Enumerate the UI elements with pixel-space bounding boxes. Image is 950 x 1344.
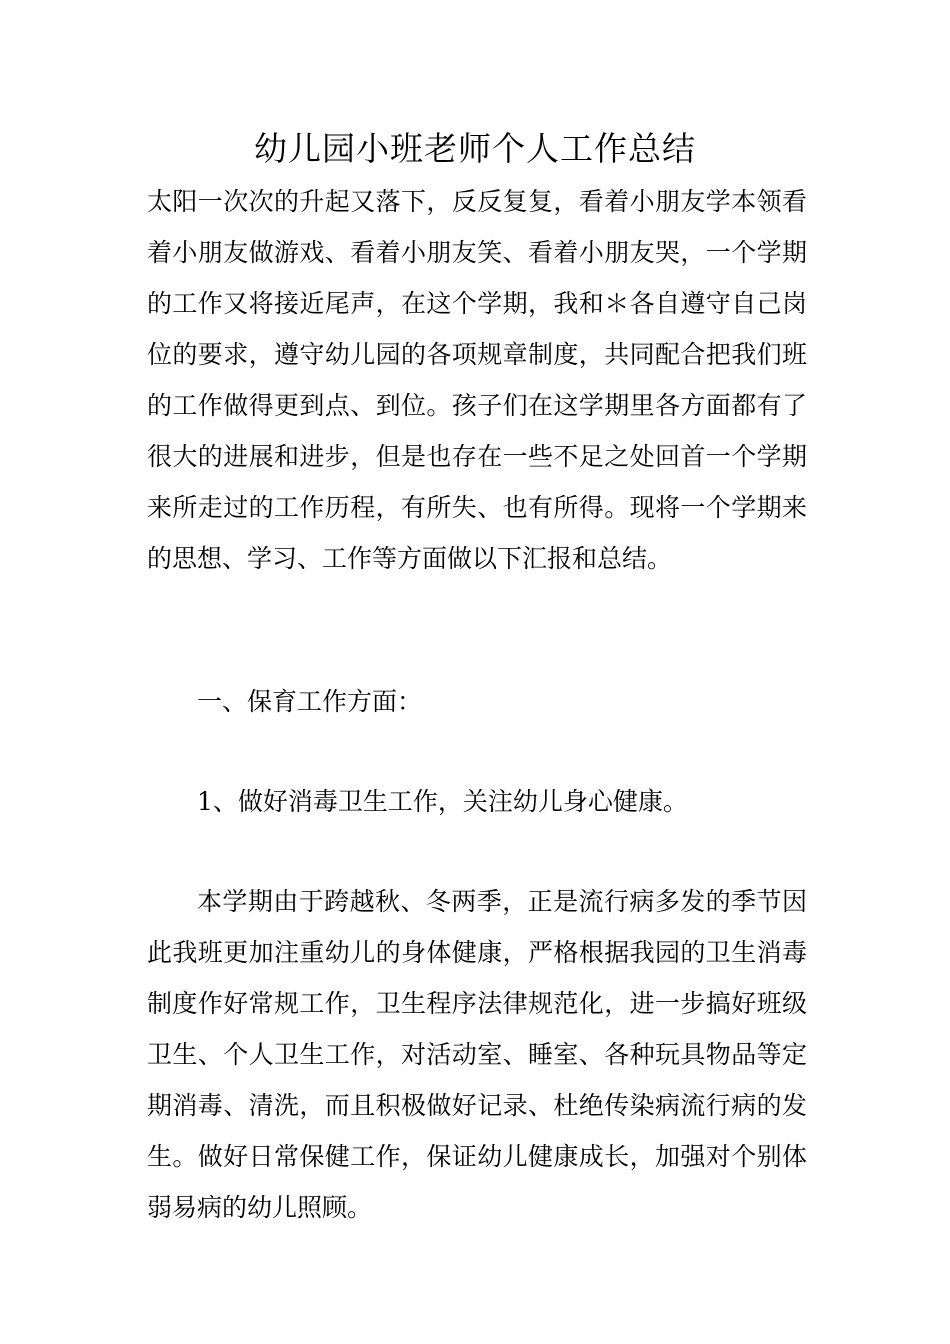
intro-paragraph: 太阳一次次的升起又落下，反反复复，看着小朋友学本领看着小朋友做游戏、看着小朋友笑、看着小朋友哭，一个学期的工作又将接近尾声，在这个学期，我和＊各自遵守自己岗位的要求，遵守幼儿园的各项规章制度，共同配合把我们班的工作做得更到点、到位。孩子们在这学期里各方面都有了很大的进展和进步，但是也存在一些不足之处回首一个学期来所走过的工作历程，有所失、也有所得。现将一个学期来的思想、学习、工作等方面做以下汇报和总结。 bbox=[147, 187, 807, 573]
health-paragraph: 本学期由于跨越秋、冬两季，正是流行病多发的季节因此我班更加注重幼儿的身体健康，严格根据我园的卫生消毒制度作好常规工作，卫生程序法律规范化，进一步搞好班级卫生、个人卫生工作，对活动室、睡室、各种玩具物品等定期消毒、清洗，而且积极做好记录、杜绝传染病流行病的发生。做好日常保健工作，保证幼儿健康成长，加强对个别体弱易病的幼儿照顾。 bbox=[147, 887, 807, 1222]
document-title: 幼儿园小班老师个人工作总结 bbox=[254, 129, 696, 168]
section-heading: 一、保育工作方面： bbox=[197, 687, 423, 716]
subsection-heading: 1、做好消毒卫生工作，关注幼儿身心健康。 bbox=[197, 787, 688, 816]
